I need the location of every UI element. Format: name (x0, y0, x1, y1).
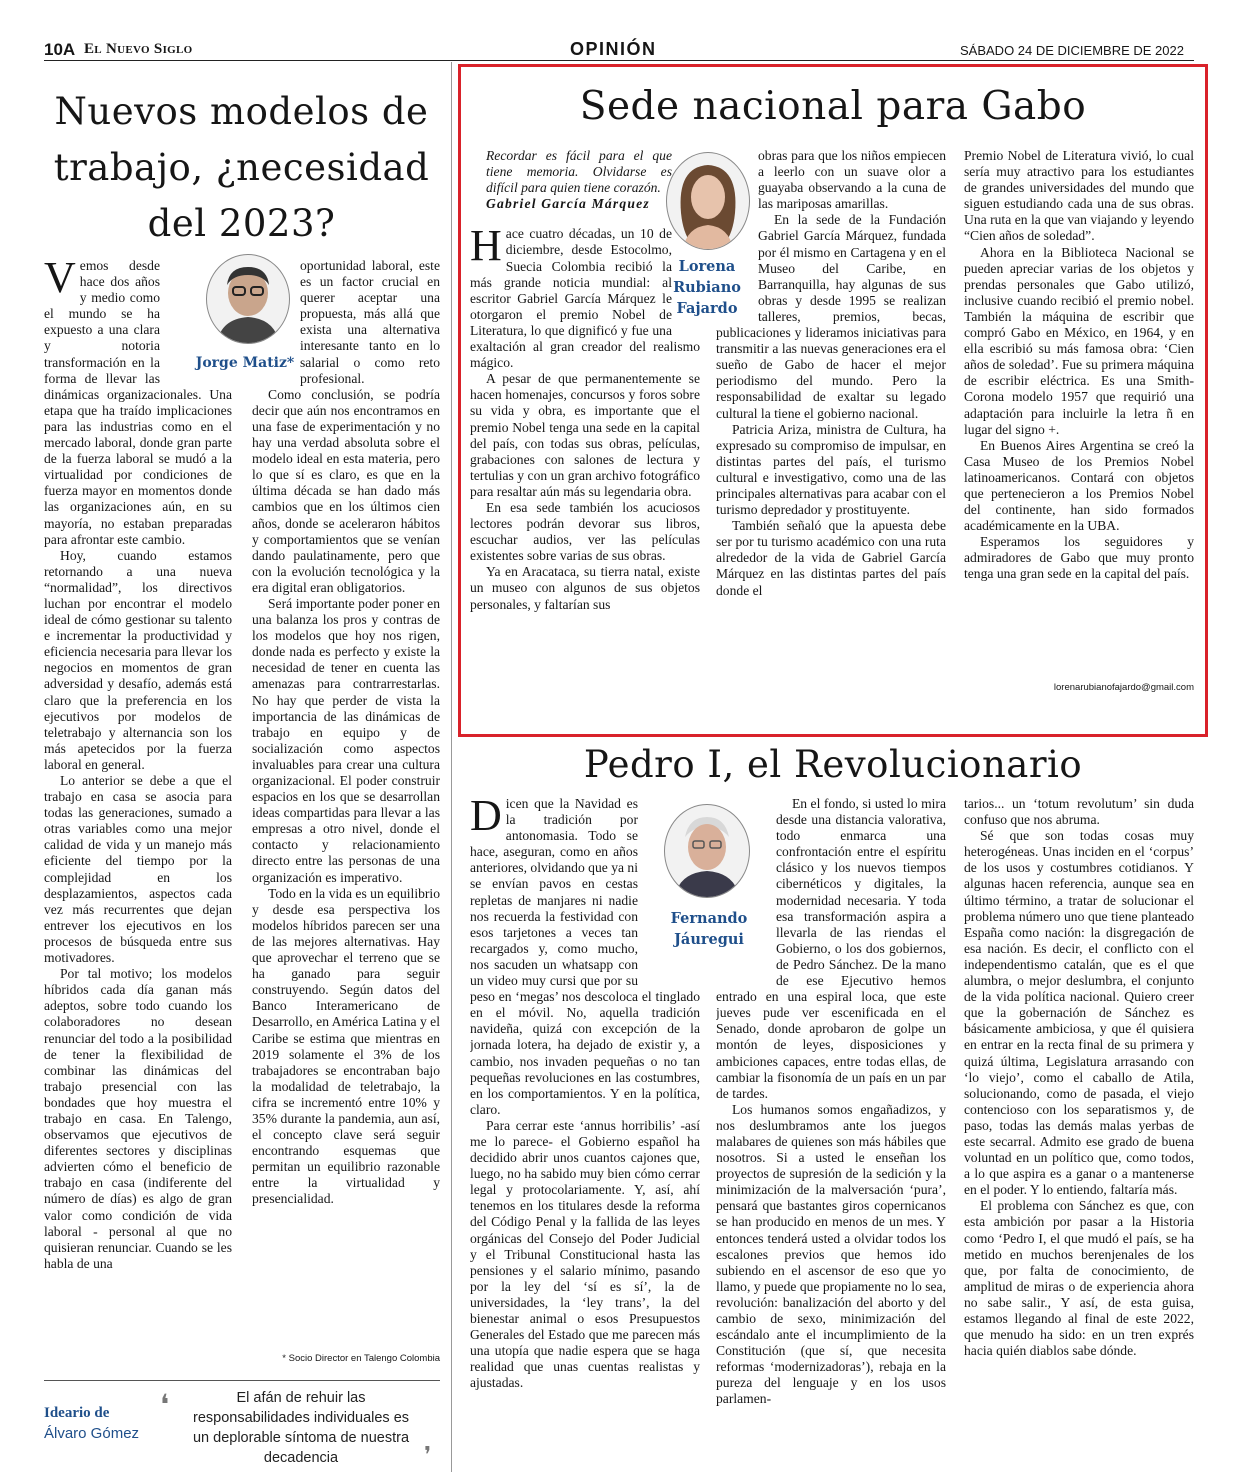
paragraph: Todo en la vida es un equilibrio y desde esa perspectiva los modelos híbridos parecen ser una de las mejores alternativas. Hay que aprovechar el terreno que se ha ganado para seguir construyendo. Según datos del Banco Interamericano de Desarrollo, en América Latina y el Caribe se estima que mientras en 2019 solamente el 3% de los trabajadores se encontraban bajo la modalidad de teletrabajo, la cifra se incrementó entre 10% y 35% durante la pandemia, aun así, el concepto clave será seguir encontrando esquemas que permitan un equilibrio razonable entre la virtualidad y presencialidad. (252, 885, 440, 1207)
page-number: 10A (44, 40, 76, 59)
ideario-author: Álvaro Gómez (44, 1425, 140, 1442)
article-column-2 (716, 148, 946, 698)
paragraph: Los humanos somos engañadizos, y nos deslumbramos ante los juegos malabares de quienes son más hábiles que nosotros. Si a usted le enseñan los proyectos de supresión de la sedición y la minimización de la malversación ‘pura’, pensará que bastantes giros copernicanos se han producido en menos de un mes. Y entonces tenderá usted a olvidar todos los escalones previos que hemos ido subiendo en el ascensor de eso que yo llamo, y puede que propiamente no lo sea, revolución: banalización del aborto y del cambio de sexo, minimización del escándalo ante el incumplimiento de la Constitución (que sí, que necesita reformas ‘modernizadoras’), rebaja en la pureza del lenguaje y en los usos parlamen- (716, 1101, 946, 1407)
epigraph: Recordar es fácil para el que tiene memoria. Olvidarse es difícil para quien tiene corazón. (486, 148, 672, 196)
open-quote-icon: ❛ (160, 1389, 170, 1420)
photo-spacer (716, 148, 758, 318)
article-column-3 (964, 148, 1194, 678)
paragraph: También señaló que la apuesta debe ser por tu turismo académico con una ruta alrededor de la vida de Gabriel García Márquez en las distintas partes del país donde el (716, 518, 946, 598)
article-column-3 (964, 796, 1194, 1468)
footnote: * Socio Director en Talengo Colombia (282, 1353, 440, 1364)
photo-spacer (252, 258, 300, 380)
article-title: Nuevos modelos de trabajo, ¿necesidad del 2023? (53, 90, 430, 245)
paragraph: ace cuatro décadas, un 10 de diciembre, desde Estocolmo, Suecia Colombia recibió la más grande noticia mundial: al escritor Gabriel García Márquez le otorgaron el premio Nobel de Literatura, lo que dignificó y fue una exaltación al gran creador del realismo mágico. (470, 226, 700, 371)
article-column-2 (716, 796, 946, 1468)
paragraph: Ya en Aracataca, su tierra natal, existe un museo con algunos de sus objetos personales, y faltarían sus (470, 564, 700, 612)
paragraph: En el fondo, si usted lo mira desde una distancia valorativa, todo enmarca una confrontación entre el espíritu clásico y los nuevos tiempos cibernéticos y digitales, la modernidad necesaria. Y toda esa transformación aspira a llevarla de las riendas el Gobierno, o los dos gobiernos, de Pedro Sánchez. De la mano de ese Ejecutivo hemos entrado en una espiral loca, que este jueves pude ver escenificada en el Senado, donde aprobaron de golpe un montón de leyes, disposiciones y ambiciones capaces, entre todas ellas, de cambiar la fisonomía de un país en un par de tardes. (716, 796, 946, 1101)
author-email[interactable]: lorenarubianofajardo@gmail.com (1053, 682, 1194, 693)
epigraph-author: Gabriel García Márquez (486, 196, 650, 212)
ideario-label: Ideario de (44, 1405, 110, 1421)
close-quote-icon: ❜ (424, 1442, 432, 1467)
author-name: Lorena Rubiano Fajardo (673, 258, 741, 317)
author-name: Jorge Matiz* (195, 355, 295, 371)
paragraph: Será importante poder poner en una balanza los pros y contras de los modelos que hoy nos rigen, donde nada es perfecto y existe la necesidad de tener en cuenta las amenazas para contrarrestarlas. No hay que perder de vista la importancia de las dinámicas de trabajo en equipo y de socialización como aspectos invaluables para crear una cultura organizacional. El poder construir espacios en los que se desarrollan ideas compartidas para llevar a las empresas a otro nivel, donde el contacto y relacionamiento directo entre las personas de una organización es imperativo. (252, 595, 440, 885)
drop-cap: V (44, 258, 76, 302)
article-column-1 (470, 148, 700, 698)
paragraph: Ahora en la Biblioteca Nacional se pueden apreciar varias de los objetos y prendas personales que Gabo utilizó, inclusive cuando recibió el premio nobel. También la máquina de escribir que compró Gabo en México, en 1964, y en ella escribió su más famosa obra: ‘Cien años de soledad’. Fue su primera máquina de escribir eléctrica. Es una Smith-Corona modelo 1957 que requirió una adaptación para incluirle la letra ñ en lugar del signo +. (964, 244, 1194, 437)
paragraph: tarios... un ‘totum revolutum’ sin duda confuso que nos abruma. (964, 796, 1194, 828)
header-rule (44, 60, 1194, 61)
spacer (470, 212, 700, 226)
article-column-2 (252, 258, 440, 1350)
issue-date: SÁBADO 24 DE DICIEMBRE DE 2022 (960, 43, 1184, 58)
photo-spacer (716, 796, 776, 986)
paragraph: icen que la Navidad es la tradición por antonomasia. Todo se hace, aseguran, como en años anteriores, olvidando que ya ni se envían pavos en cestas repletas de manjares ni nadie nos recuerda la festividad con esos tarjetones a veces tan recargados y, como mucho, nos sacuden un whatsapp con un video muy cursi que por su peso en ‘megas’ nos descoloca el tinglado en el móvil. No, aquella tradición navideña, quizá con excepción de la jornada lotera, ha dejado de existir y, a cambio, nos invaden pequeñas o no tan pequeñas revoluciones en las costumbres, en los comportamientos. Y en la política, claro. (470, 796, 700, 1117)
paragraph: En la sede de la Fundación Gabriel García Márquez, fundada por él mismo en Cartagena y en el Museo del Caribe, en Barranquilla, hay algunas de sus obras y desde 1995 se realizan talleres, premios, becas, publicaciones y lideramos iniciativas para transmitir a las nuevas generaciones era el sueño de Gabo de hacer el mejor periodismo del mundo. Pero la responsabilidad de exaltar su legado cultural la tiene el gobierno nacional. (716, 212, 946, 421)
paragraph: Como conclusión, se podría decir que aún nos encontramos en una fase de experimentación y no hay una verdad absoluta sobre el modelo ideal en esta materia, pero lo que sí es claro, es que en la última década se han dado más cambios que en los últimos cien años, donde se aceleraron hábitos y comportamientos que se venían dando paulatinamente, pero que con la evolución tecnológica y la era digital eran obligatorios. (252, 386, 440, 595)
paper-name: El Nuevo Siglo (84, 41, 193, 57)
paragraph: En Buenos Aires Argentina se creó la Casa Museo de los Premios Nobel latinoamericanos. Contará con objetos que pertenecieron a los Premios Nobel del continente, han sido formados académicamente en la UBA. (964, 437, 1194, 534)
paragraph: Sé que son todas cosas muy heterogéneas. Unas inciden en el ‘corpus’ de los usos y costumbres cotidianos. Y algunas hacen referencia, aunque sea en último término, a tratar de solucionar el problema número uno que tiene planteado España como nación: la disgregación de esa nación. Es decir, el conflicto con el independentismo catalán, que es el que alumbra, o mejor deslumbra, el conjunto de la vida política nacional. Quiero creer que la gobernación de Sánchez es básicamente ambiciosa, y que él quisiera en entrar en la recta final de su primera y quizá última, Legislatura arrasando con ‘lo viejo’, como el caballo de Atila, solucionando, como de pasada, el viejo contencioso con los separatismos y, de paso, todas las demás malas yerbas de este secarral. Admito ese grado de buena voluntad en un político que, como todos, a lo que aspira es a ganar o a mantenerse en el poder. Y lo entiendo, faltaría más. (964, 828, 1194, 1198)
section-title: OPINIÓN (570, 39, 657, 59)
article-title: Pedro I, el Revolucionario (583, 743, 1083, 786)
paragraph: emos desde hace dos años y medio como el mundo se ha expuesto a una clara y notoria transformación en la forma de llevar las dinámicas organizacionales. Una etapa que ha traído implicaciones para las industrias como en el mercado laboral, donde gran parte de la fuerza laboral se mudó a la virtualidad por condiciones de fuerza mayor en momentos donde las organizaciones aún, en su mayoría, no estaban preparadas para afrontar este cambio. (44, 258, 232, 547)
paragraph: Premio Nobel de Literatura vivió, lo cual sería muy atractivo para los estudiantes de grandes universidades del mundo que siguen estudiando cada una de sus obras. Una ruta en la que van viajando y leyendo “Cien años de soledad”. (964, 148, 1194, 244)
paragraph: Esperamos los seguidores y admiradores de Gabo que muy pronto tenga una gran sede en la capital del país. (964, 534, 1194, 582)
article-title: Sede nacional para Gabo (579, 84, 1087, 129)
paragraph: Por tal motivo; los modelos híbridos cada día ganan más adeptos, sobre todo cuando los colaboradores no desean renunciar del todo a la posibilidad de tener la flexibilidad de combinar las dinámicas del trabajo presencial con las bondades que hoy muestra el trabajo en casa. En Talengo, observamos que ejecutivos de diferentes sectores y disciplinas advierten cómo el beneficio de trabajo en casa (indiferente del número de días) es algo de gran valor como condición de vida laboral - personal al que no quisieran renunciar. Cuando se les habla de una (44, 966, 232, 1271)
article-column-1 (44, 258, 232, 1368)
ideario-quote: El afán de rehuir las responsabilidades individuales es un deplorable síntoma de nuestra decadencia (192, 1390, 410, 1466)
paragraph: Para cerrar este ‘annus horribilis’ -así me lo parece- el Gobierno español ha decidido abrir unos cuantos cajones que, luego, no ha sabido muy bien cómo cerrar legal y protocolariamente. Y, así, ahí tenemos en los titulares desde la reforma del Código Penal y la fallida de las leyes orgánicas del Consejo del Poder Judicial y el Tribunal Constitucional hasta las pensiones y el salario mínimo, pasando por la ley del ‘sí es sí’, la de universidades, la ‘ley trans’, la del bienestar animal o esos Presupuestos Generales del Estado que me parecen más una utopía que nadie espera que se haga realidad que unas cuentas realistas y ajustadas. (470, 1117, 700, 1391)
paragraph: En esa sede también los acuciosos lectores podrán devorar sus libros, escuchar audios, ver las películas existentes sobre varias de sus obras. (470, 499, 700, 564)
paragraph: Hoy, cuando estamos retornando a una nueva “normalidad”, los directivos luchan por encontrar el modelo ideal de cómo gestionar su talento e incrementar la productividad y eficiencia necesaria para llevar los negocios en momentos de gran adversidad y desafío, además está claro que la preferencia en los ejecutivos por modelos de teletrabajo y alternancia son los más apetecidos por la fuerza laboral en general. (44, 547, 232, 772)
author-name: Fernando Jáuregui (670, 910, 748, 948)
paragraph: El problema con Sánchez es que, con esta ambición por pasar a la Historia como ‘Pedro I, el que mudó el país, se ha metido en muchos berenjenales de los que, por falta de conocimiento, de amplitud de miras o de experiencia ahora no sabe salir., Y así, de esta guisa, estamos llegando al final de este 2022, que menudo ha sido: en un tren exprés hacia quién diablos sabe dónde. (964, 1198, 1194, 1359)
photo-spacer (160, 258, 232, 380)
ideario-rule (44, 1380, 440, 1381)
column-divider (451, 62, 452, 1472)
article-column-1 (470, 796, 700, 1468)
drop-cap: D (470, 796, 502, 840)
paragraph: Patricia Ariza, ministra de Cultura, ha expresado su compromiso de impulsar, en distintas partes del país, el turismo cultural e investigativo, como una de las principales alternativas para acabar con el turismo depredador y prostituyente. (716, 421, 946, 518)
paragraph: oportunidad laboral, este es un factor crucial en querer aceptar una propuesta, más allá que exista una alternativa interesante tanto en lo salarial o como reto profesional. (300, 258, 440, 386)
drop-cap: H (470, 221, 502, 271)
paragraph: Lo anterior se debe a que el trabajo en casa se asocia para todas las generaciones, sumado a otras variables como una mejor calidad de vida y un manejo más eficiente del tiempo por la complejidad en los desplazamientos, aspectos cada vez más recurrentes que dejan entrever los ejecutivos en los procesos de búsqueda entre sus motivadores. (44, 773, 232, 966)
paragraph: obras para que los niños empiecen a leerlo con un suave olor a guayaba observando a la cuna de las mariposas amarillas. (758, 148, 946, 212)
paragraph: A pesar de que permanentemente se hacen homenajes, concursos y foros sobre su vida y obra, es importante que el premio Nobel tenga una sede en la capital del país, con todas sus obras, películas, grabaciones con salones de lectura y tertulias y con un gran archivo fotográfico para resaltar aún más su legendaria obra. (470, 371, 700, 499)
